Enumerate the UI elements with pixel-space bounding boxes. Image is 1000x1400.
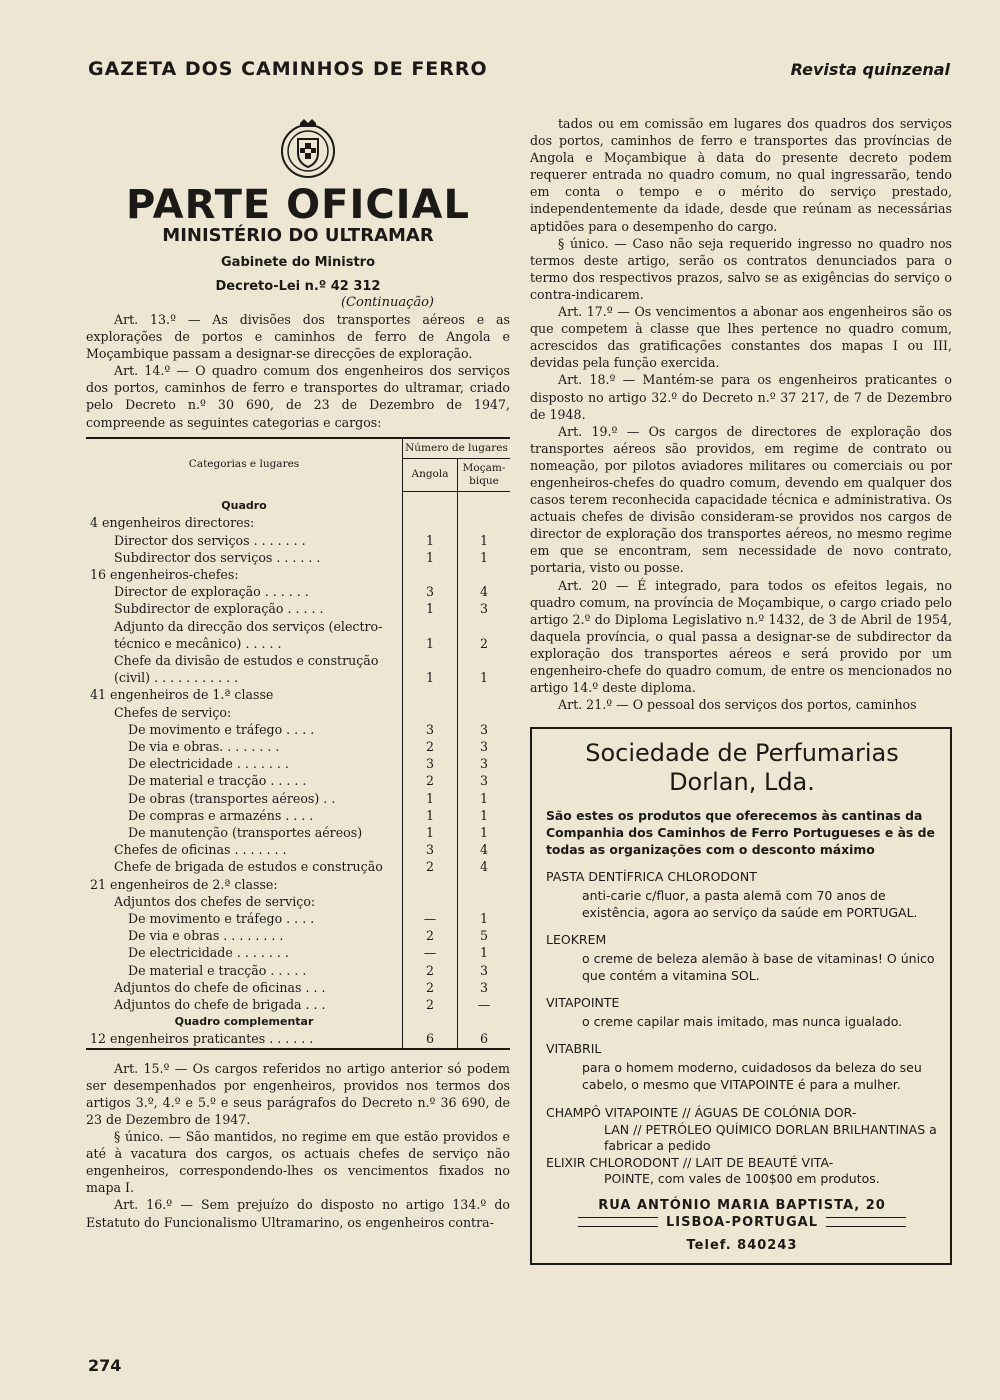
advert-phone: Telef. 840243 (686, 1237, 798, 1253)
paragraphs-right (530, 115, 952, 713)
table-cell-mozambique: 3 (479, 739, 488, 754)
article-paragraph: Art. 21.º — O pessoal dos serviços dos portos, caminhos (558, 697, 917, 713)
article-paragraph: Art. 16.º — Sem prejuízo do disposto no artigo 134.º do Estatuto do Funcionalismo Ultramarino, os engenheiros contra- (86, 1197, 510, 1230)
table-header-categories: Categorias e lugares (86, 438, 403, 492)
table-cell-mozambique: 3 (479, 756, 488, 772)
advert-product-name: VITABRIL (546, 1041, 602, 1057)
table-cell-angola: 2 (403, 979, 458, 996)
table-cell-angola: 1 (403, 600, 458, 617)
advert-company-line2: Dorlan, Lda. (669, 768, 815, 797)
table-cell-mozambique: 1 (479, 825, 488, 841)
table-cell-category: 4 engenheiros directores: (86, 514, 403, 531)
table-row (86, 755, 510, 772)
article-paragraph: Art. 17.º — Os vencimentos a abonar aos engenheiros são os que competem à classe que lhes pertence no quadro comum, acrescidos das gratificações constantes dos mapas I ou III, devidas pela função exercida. (530, 304, 952, 371)
paragraphs-before-table (86, 311, 510, 431)
advert-address: RUA ANTÓNIO MARIA BAPTISTA, 20 (598, 1197, 886, 1213)
table-row (86, 1030, 510, 1048)
table-cell-mozambique: 1 (479, 670, 488, 686)
article-paragraph: Art. 18.º — Mantém-se para os engenheiros praticantes o disposto no artigo 32.º do Decreto n.º 37 217, de 7 de Dezembro de 1948. (530, 372, 952, 422)
table-cell-mozambique (458, 893, 511, 910)
paragraphs-after-table (86, 1060, 510, 1231)
table-cell-category: De electricidade . . . . . . . (86, 944, 403, 961)
table-cell-mozambique (458, 686, 511, 703)
table-row (86, 738, 510, 755)
table-cell-category: Adjuntos do chefe de oficinas . . . (86, 979, 403, 996)
table-row (86, 566, 510, 583)
right-column (530, 115, 952, 1265)
table-cell-angola: 2 (403, 738, 458, 755)
table-cell-category: Chefes de serviço: (86, 704, 403, 721)
crest-icon (278, 115, 338, 183)
table-row (86, 583, 510, 600)
table-row (86, 600, 510, 617)
advert-list-line: POINTE, com vales de 100$00 em produtos. (604, 1171, 880, 1187)
page-number: 274 (88, 1356, 122, 1375)
advert-product-description: o creme de beleza alemão à base de vitaminas! O único que contém a vitamina SOL. (582, 951, 935, 984)
advert-list-line: LAN // PETRÓLEO QUÍMICO DORLAN BRILHANTINAS a fabricar a pedido (604, 1121, 937, 1154)
table-cell-category: De movimento e tráfego . . . . (86, 721, 403, 738)
table-row (86, 1013, 510, 1030)
table-cell-category: Quadro (86, 491, 403, 514)
table-cell-mozambique (458, 704, 511, 721)
table-cell-angola (403, 514, 458, 531)
table-cell-category: De compras e armazéns . . . . (86, 807, 403, 824)
table-row (86, 686, 510, 703)
advert-products (546, 868, 938, 1093)
table-cell-angola (403, 876, 458, 893)
table-row (86, 618, 510, 652)
table-cell-category: 41 engenheiros de 1.ª classe (86, 686, 403, 703)
magazine-subtitle: Revista quinzenal (790, 59, 950, 79)
table-cell-category: Chefe da divisão de estudos e construção (civil) . . . . . . . . . . . (86, 652, 403, 686)
table-cell-angola: 3 (403, 583, 458, 600)
table-cell-angola: 2 (403, 996, 458, 1013)
table-cell-mozambique: 3 (479, 721, 488, 737)
table-cell-mozambique: 6 (479, 1031, 488, 1047)
advert-product-list (546, 1105, 938, 1188)
table-row (86, 772, 510, 789)
table-cell-angola: 2 (403, 772, 458, 789)
advert-product-description: o creme capilar mais imitado, mas nunca igualado. (582, 1014, 903, 1030)
table-cell-mozambique: 3 (479, 601, 488, 617)
table-cell-angola: 2 (403, 858, 458, 875)
table-cell-category: Chefes de oficinas . . . . . . . (86, 841, 403, 858)
table-cell-angola (403, 491, 458, 514)
table-header-angola: Angola (403, 458, 458, 491)
table-cell-category: Chefe de brigada de estudos e construção (86, 858, 403, 875)
decree-heading: Decreto-Lei n.º 42 312 (215, 279, 381, 294)
article-paragraph: Art. 14.º — O quadro comum dos engenheiros dos serviços dos portos, caminhos de ferro e transportes do ultramar, criado pelo Decreto n.º 30 690, de 23 de Dezembro de 1947, compreende as seguintes categorias e cargos: (86, 363, 510, 430)
page-header (88, 54, 950, 84)
advert-list-line: CHAMPÔ VITAPOINTE // ÁGUAS DE COLÓNIA DOR- (546, 1105, 857, 1121)
table-cell-category: De material e tracção . . . . . (86, 772, 403, 789)
advert-product-description: para o homem moderno, cuidadosos da beleza do seu cabelo, o mesmo que VITAPOINTE é para a mulher. (582, 1060, 922, 1093)
table-cell-mozambique: 1 (479, 549, 488, 565)
article-paragraph: tados ou em comissão em lugares dos quadros dos serviços dos portos, caminhos de ferro e transportes das províncias de Angola e Moçambique à data do presente decreto podem requerer entrada no quadro comum, no qual ingressarão, tendo em conta o tempo e o mérito do serviço prestado, independentemente da idade, desde que reúnam as necessárias aptidões para o desempenho do cargo. (530, 116, 952, 234)
table-row (86, 893, 510, 910)
article-paragraph: § único. — São mantidos, no regime em que estão providos e até à vacatura dos cargos, os actuais chefes de serviço não engenheiros, correspondendo-lhes os vencimentos fixados no mapa I. (86, 1129, 510, 1196)
table-row (86, 979, 510, 996)
double-rule-left (578, 1217, 658, 1227)
table-cell-mozambique (458, 514, 511, 531)
table-cell-category: Director de exploração . . . . . . (86, 583, 403, 600)
advert-city-row (546, 1215, 938, 1230)
double-rule-right (826, 1217, 906, 1227)
article-paragraph: § único. — Caso não seja requerido ingresso no quadro nos termos deste artigo, serão os contratos denunciados para o termo dos respectivos prazos, salvo se as exigências do serviço o contra-indicarem. (530, 235, 952, 302)
table-cell-category: De via e obras . . . . . . . . (86, 927, 403, 944)
left-column (86, 115, 510, 1231)
table-row (86, 841, 510, 858)
advert-company-line1: Sociedade de Perfumarias (585, 739, 899, 768)
table-cell-angola (403, 686, 458, 703)
advert-list-line: ELIXIR CHLORODONT // LAIT DE BEAUTÉ VITA- (546, 1154, 834, 1170)
table-cell-angola (403, 704, 458, 721)
advert-product-name: VITAPOINTE (546, 995, 620, 1011)
section-title: PARTE OFICIAL (125, 182, 471, 228)
table-cell-mozambique: 4 (479, 859, 488, 875)
positions-table (86, 437, 510, 1050)
table-cell-angola (403, 566, 458, 583)
article-paragraph: Art. 13.º — As divisões dos transportes aéreos e as explorações de portos e caminhos de ferro de Angola e Moçambique passam a designar-se direcções de exploração. (86, 312, 510, 362)
table-cell-angola: 3 (403, 721, 458, 738)
table-cell-mozambique: 3 (479, 962, 488, 978)
table-cell-angola: — (403, 910, 458, 927)
table-row (86, 790, 510, 807)
table-row (86, 532, 510, 549)
table-cell-category: De manutenção (transportes aéreos) (86, 824, 403, 841)
advert-product-description: anti-carie c/fluor, a pasta alemã com 70 anos de existência, agora ao serviço da saúde em PORTUGAL. (582, 888, 918, 921)
table-row (86, 910, 510, 927)
table-cell-angola: 2 (403, 927, 458, 944)
table-row (86, 721, 510, 738)
table-cell-category: 12 engenheiros praticantes . . . . . . (86, 1030, 403, 1048)
table-cell-mozambique: 5 (479, 928, 488, 944)
table-cell-mozambique: 1 (479, 945, 488, 961)
table-cell-angola: 1 (403, 807, 458, 824)
magazine-title: GAZETA DOS CAMINHOS DE FERRO (88, 58, 488, 80)
table-cell-category: 16 engenheiros-chefes: (86, 566, 403, 583)
table-cell-mozambique: 2 (479, 635, 488, 651)
table-row (86, 652, 510, 686)
table-cell-category: Director dos serviços . . . . . . . (86, 532, 403, 549)
table-cell-category: De material e tracção . . . . . (86, 962, 403, 979)
table-cell-angola (403, 1013, 458, 1030)
dorlan-advertisement (530, 727, 952, 1265)
table-cell-category: Adjuntos dos chefes de serviço: (86, 893, 403, 910)
table-cell-angola: 3 (403, 755, 458, 772)
table-cell-category: De via e obras. . . . . . . . (86, 738, 403, 755)
table-cell-angola: 3 (403, 841, 458, 858)
table-body (86, 491, 510, 1049)
table-row (86, 807, 510, 824)
table-cell-category: De movimento e tráfego . . . . (86, 910, 403, 927)
table-cell-mozambique (458, 566, 511, 583)
table-cell-mozambique (458, 491, 511, 514)
table-cell-mozambique: 1 (479, 807, 488, 823)
table-cell-mozambique: — (477, 997, 491, 1013)
table-cell-angola: 2 (403, 962, 458, 979)
table-row (86, 858, 510, 875)
table-cell-category: Subdirector de exploração . . . . . (86, 600, 403, 617)
article-paragraph: Art. 19.º — Os cargos de directores de exploração dos transportes aéreos são providos, em regime de contrato ou nomeação, por pilotos aviadores militares ou comerciais ou por engenheiros-chefes do quadro comum, devendo em qualquer dos casos terem reconhecida capacidade técnica e administrativa. Os actuais chefes de divisão consideram-se providos nos cargos de director de exploração dos transportes aéreos, no mesmo regime em que se encontram, sem necessidade de novo contrato, portaria, visto ou posse. (530, 423, 952, 576)
table-cell-category: Quadro complementar (86, 1013, 403, 1030)
table-cell-category: De obras (transportes aéreos) . . (86, 790, 403, 807)
table-cell-angola: 1 (403, 652, 458, 686)
article-paragraph: Art. 15.º — Os cargos referidos no artigo anterior só podem ser desempenhados por engenheiros, providos nos termos dos artigos 3.º, 4.º e 5.º e seus parágrafos do Decreto n.º 36 690, de 23 de Dezembro de 1947. (86, 1060, 510, 1127)
table-cell-mozambique: 3 (479, 979, 488, 995)
table-cell-mozambique (458, 1013, 511, 1030)
table-row (86, 704, 510, 721)
table-row (86, 996, 510, 1013)
table-row (86, 549, 510, 566)
table-cell-angola: 1 (403, 549, 458, 566)
table-row (86, 514, 510, 531)
continuation-note: (Continuação) (340, 295, 434, 310)
table-cell-category: Adjuntos do chefe de brigada . . . (86, 996, 403, 1013)
table-cell-angola: 1 (403, 532, 458, 549)
table-cell-angola: 6 (403, 1030, 458, 1048)
table-cell-category: De electricidade . . . . . . . (86, 755, 403, 772)
table-cell-mozambique (458, 876, 511, 893)
table-cell-category: Subdirector dos serviços . . . . . . (86, 549, 403, 566)
table-cell-mozambique: 1 (479, 911, 488, 927)
table-cell-angola: 1 (403, 618, 458, 652)
table-row (86, 927, 510, 944)
advert-intro: São estes os produtos que oferecemos às cantinas da Companhia dos Caminhos de Ferro Portugueses e às de todas as organizações com o desconto máximo (546, 808, 935, 858)
office-heading: Gabinete do Ministro (221, 255, 375, 270)
advert-city: LISBOA-PORTUGAL (666, 1214, 818, 1230)
table-header-number: Número de lugares (403, 438, 511, 459)
table-cell-angola: 1 (403, 790, 458, 807)
table-cell-angola (403, 893, 458, 910)
table-row (86, 962, 510, 979)
table-cell-angola: — (403, 944, 458, 961)
table-cell-mozambique: 1 (479, 532, 488, 548)
table-cell-category: Adjunto da direcção dos serviços (electro-técnico e mecânico) . . . . . (86, 618, 403, 652)
table-header-mozambique: Moçam-bique (458, 458, 511, 491)
table-cell-mozambique: 3 (479, 773, 488, 789)
table-row (86, 944, 510, 961)
table-cell-mozambique: 4 (479, 584, 488, 600)
table-cell-angola: 1 (403, 824, 458, 841)
advert-product-name: LEOKREM (546, 932, 607, 948)
article-paragraph: Art. 20 — É integrado, para todos os efeitos legais, no quadro comum, na província de Moçambique, o cargo criado pelo artigo 2.º do Diploma Legislativo n.º 1432, de 3 de Abril de 1954, daquela província, o qual passa a designar-se de subdirector da exploração dos transportes aéreos e será provido por um engenheiro-chefe do quadro comum, de entre os mencionados no artigo 14.º deste diploma. (530, 577, 952, 696)
table-cell-category: 21 engenheiros de 2.ª classe: (86, 876, 403, 893)
table-cell-mozambique: 1 (479, 790, 488, 806)
table-row (86, 491, 510, 514)
table-row (86, 824, 510, 841)
table-cell-mozambique: 4 (479, 842, 488, 858)
ministry-heading: MINISTÉRIO DO ULTRAMAR (162, 225, 434, 246)
table-row (86, 876, 510, 893)
advert-product-name: PASTA DENTÍFRICA CHLORODONT (546, 869, 757, 885)
